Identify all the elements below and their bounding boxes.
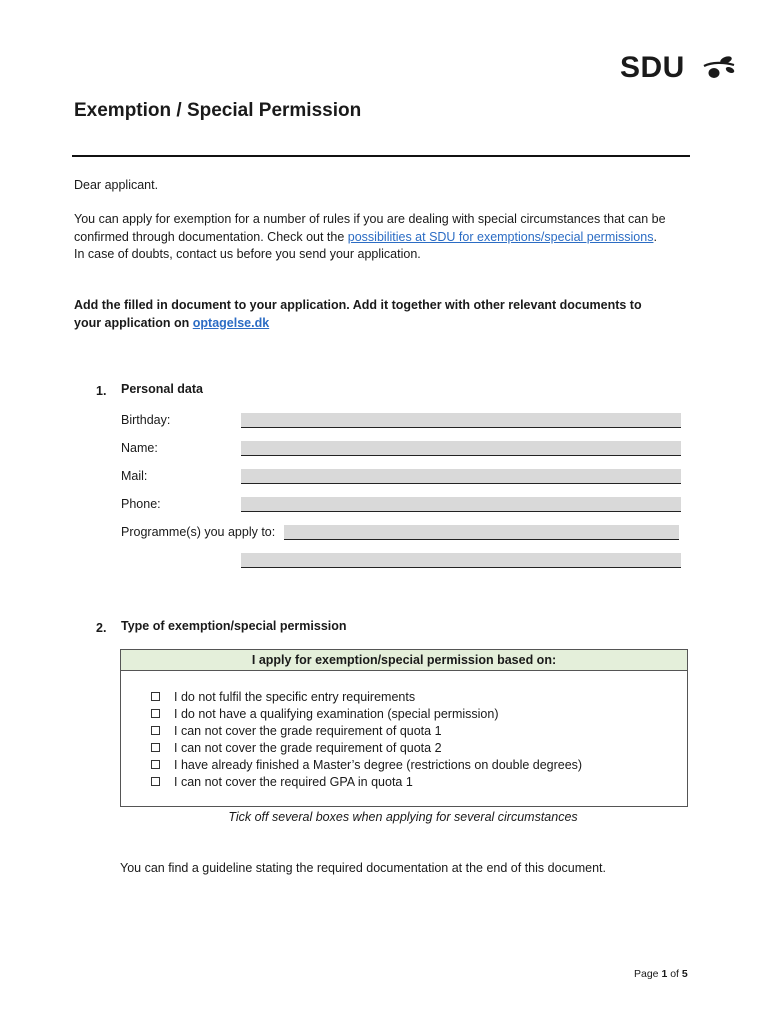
checkbox-icon[interactable] (151, 760, 160, 769)
option-label: I can not cover the grade requirement of quota 2 (174, 741, 442, 755)
mail-label: Mail: (121, 469, 148, 483)
programme-field[interactable] (284, 525, 679, 540)
option-label: I have already finished a Master’s degree (restrictions on double degrees) (174, 758, 583, 772)
section-1-heading (96, 382, 203, 400)
optagelse-link[interactable]: optagelse.dk (192, 315, 270, 330)
option-row[interactable] (151, 740, 442, 757)
checkbox-icon[interactable] (151, 777, 160, 786)
option-label: I do not fulfil the specific entry requirements (174, 690, 416, 704)
section-2-number: 2. (96, 621, 107, 635)
mail-field[interactable] (241, 469, 681, 484)
page-number (634, 968, 688, 980)
intro-line-2-suffix: . (653, 229, 657, 244)
leaf-icon (702, 56, 736, 82)
guideline-text: You can find a guideline stating the required documentation at the end of this document. (120, 861, 606, 875)
intro-line-2-prefix: confirmed through documentation. Check out the (74, 229, 348, 244)
instruction-paragraph (74, 297, 642, 332)
page-label: Page (634, 968, 662, 980)
instruction-line-2-prefix: your application on (74, 315, 193, 330)
option-row[interactable] (151, 689, 415, 706)
option-row[interactable] (151, 723, 442, 740)
option-label: I can not cover the grade requirement of quota 1 (174, 724, 442, 738)
checkbox-icon[interactable] (151, 726, 160, 735)
page-of: of (667, 968, 682, 980)
section-2-heading (96, 619, 347, 637)
option-label: I can not cover the required GPA in quota 1 (174, 775, 413, 789)
greeting: Dear applicant. (74, 178, 159, 192)
name-label: Name: (121, 441, 158, 455)
intro-line-1: You can apply for exemption for a number of rules if you are dealing with special circumstances that can be (74, 212, 666, 226)
section-1-number: 1. (96, 384, 107, 398)
option-row[interactable] (151, 706, 498, 723)
section-2-title: Type of exemption/special permission (121, 619, 347, 633)
checkbox-icon[interactable] (151, 709, 160, 718)
option-label: I do not have a qualifying examination (special permission) (174, 707, 499, 721)
checkbox-icon[interactable] (151, 743, 160, 752)
birthday-field[interactable] (241, 413, 681, 428)
section-1-title: Personal data (121, 382, 203, 396)
tick-note: Tick off several boxes when applying for several circumstances (228, 810, 578, 824)
exemption-options-box (120, 649, 688, 807)
option-row[interactable] (151, 757, 582, 774)
page-current: 1 (661, 968, 668, 980)
sdu-logo (620, 50, 740, 86)
birthday-label: Birthday: (121, 413, 171, 427)
page-title: Exemption / Special Permission (74, 100, 362, 121)
name-field[interactable] (241, 441, 681, 456)
phone-label: Phone: (121, 497, 161, 511)
intro-paragraph (74, 211, 666, 264)
option-row[interactable] (151, 774, 413, 791)
instruction-line-1: Add the filled in document to your application. Add it together with other relevant documents to (74, 298, 642, 312)
options-box-header: I apply for exemption/special permission based on: (121, 650, 687, 671)
phone-field[interactable] (241, 497, 681, 512)
checkbox-icon[interactable] (151, 692, 160, 701)
exemptions-link[interactable]: possibilities at SDU for exemptions/special permissions (347, 229, 654, 244)
programme-label: Programme(s) you apply to: (121, 525, 276, 539)
logo-text: SDU (620, 51, 685, 84)
programme-field-extra[interactable] (241, 553, 681, 568)
intro-line-3: In case of doubts, contact us before you send your application. (74, 247, 421, 261)
title-divider (72, 155, 690, 157)
page-total: 5 (681, 968, 688, 980)
